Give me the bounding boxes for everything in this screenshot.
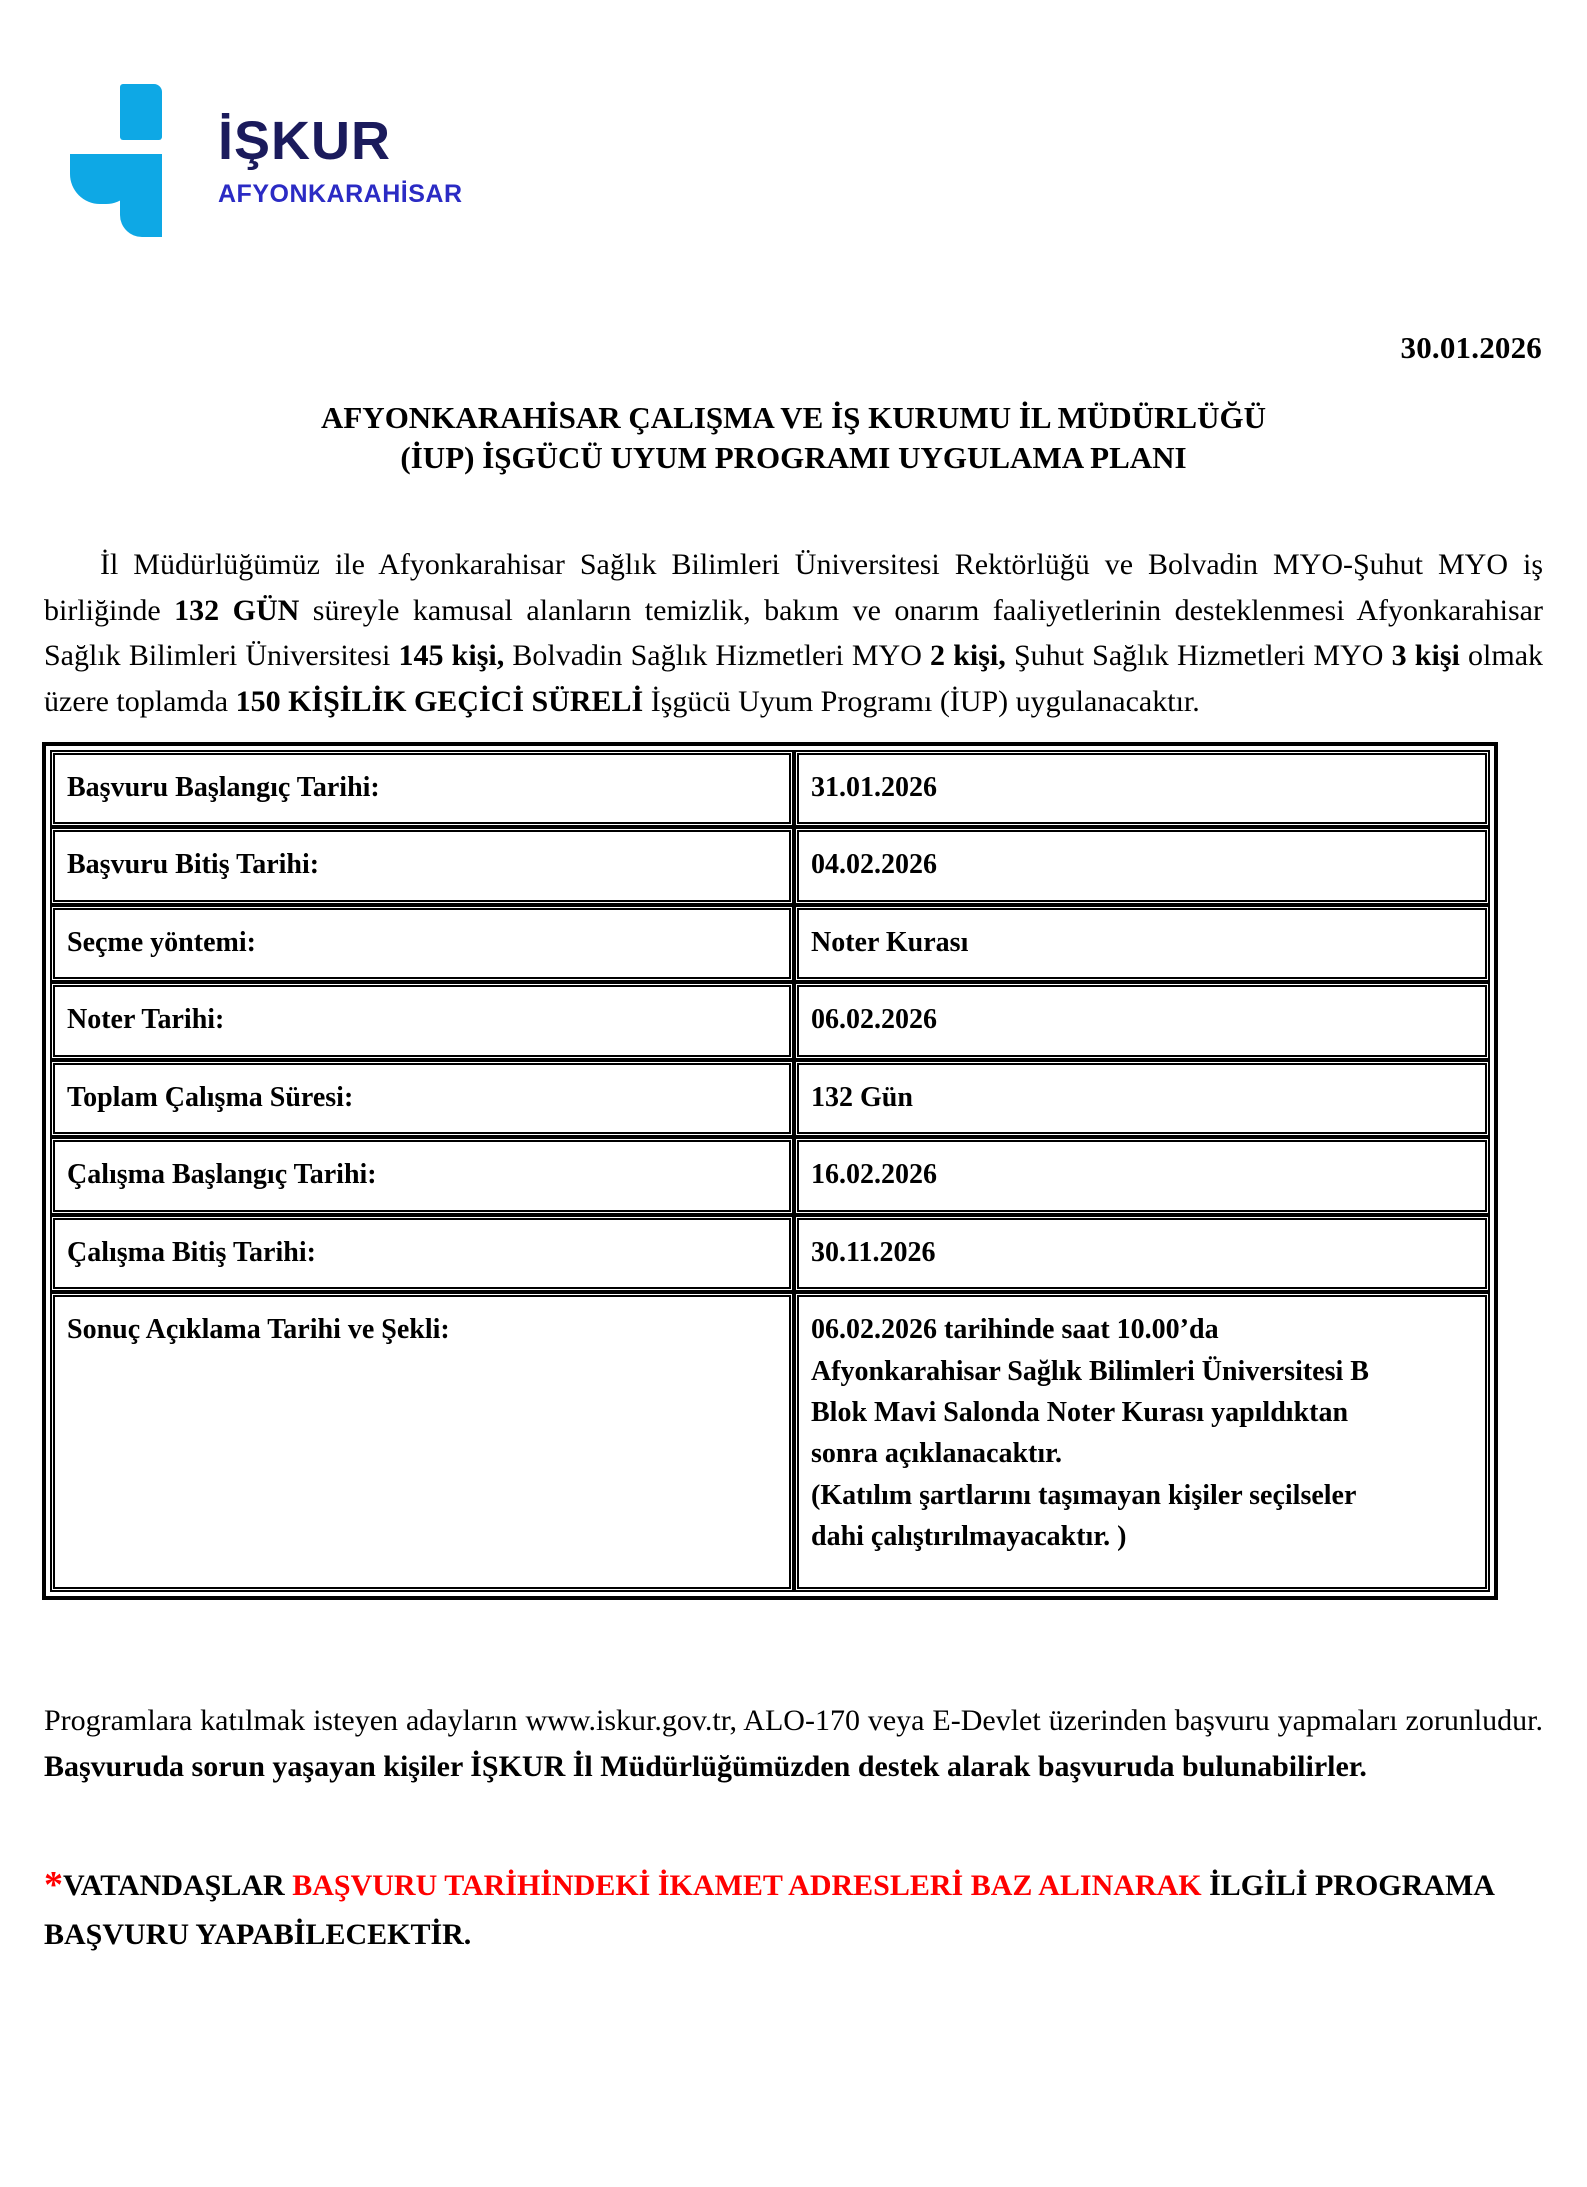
table-row	[50, 1060, 1490, 1137]
result-line-1: 06.02.2026 tarihinde saat 10.00’da	[811, 1314, 1219, 1346]
table-cell-label: Sonuç Açıklama Tarihi ve Şekli:	[50, 1292, 794, 1592]
iskur-logo-mark-icon	[70, 72, 190, 237]
document-date: 30.01.2026	[1400, 330, 1542, 365]
table-row	[50, 750, 1490, 827]
page-title-line-2: (İUP) İŞGÜCÜ UYUM PROGRAMI UYGULAMA PLANI	[400, 439, 1187, 475]
result-line-6: dahi çalıştırılmayacaktır. )	[811, 1521, 1127, 1553]
table-cell-label: Seçme yöntemi:	[50, 905, 794, 982]
table-cell-label: Noter Tarihi:	[50, 982, 794, 1059]
intro-count-university: 145 kişi,	[398, 639, 505, 673]
logo-province-text: AFYONKARAHİSAR	[218, 180, 463, 208]
intro-paragraph	[44, 542, 1543, 724]
table-row	[50, 827, 1490, 904]
logo-brand-text: İŞKUR	[218, 111, 392, 171]
result-line-3: Blok Mavi Salonda Noter Kurası yapıldıktan	[811, 1396, 1349, 1428]
table-cell-label: Başvuru Bitiş Tarihi:	[50, 827, 794, 904]
table-cell-value: Noter Kurası	[794, 905, 1490, 982]
logo-stem-shape	[120, 154, 162, 237]
program-details-table-frame	[42, 742, 1498, 1600]
intro-duration-days: 132 GÜN	[174, 593, 300, 627]
table-cell-value-result	[794, 1292, 1490, 1592]
result-line-4: sonra açıklanacaktır.	[811, 1438, 1062, 1470]
table-row-result	[50, 1292, 1490, 1592]
program-details-table	[50, 750, 1490, 1592]
table-row	[50, 982, 1490, 1059]
table-cell-value: 30.11.2026	[794, 1215, 1490, 1292]
notice-text-a: VATANDAŞLAR	[63, 1869, 293, 1902]
intro-text-i: olmak üzere toplamda	[44, 639, 1544, 718]
result-line-2: Afyonkarahisar Sağlık Bilimleri Üniversitesi B	[811, 1355, 1369, 1387]
table-cell-value: 16.02.2026	[794, 1137, 1490, 1214]
page-title-line-1: AFYONKARAHİSAR ÇALIŞMA VE İŞ KURUMU İL MÜDÜRLÜĞÜ	[320, 400, 1266, 435]
result-line-5: (Katılım şartlarını taşımayan kişiler seçilseler	[811, 1479, 1357, 1511]
application-instructions-text: Programlara katılmak isteyen adayların www.iskur.gov.tr, ALO-170 veya E-Devlet üzerinden başvuru yapmaları zorunludur.	[44, 1704, 1543, 1737]
table-row	[50, 905, 1490, 982]
table-row	[50, 1215, 1490, 1292]
table-cell-value: 06.02.2026	[794, 982, 1490, 1059]
table-row	[50, 1137, 1490, 1214]
intro-text-g: Şuhut Sağlık Hizmetleri MYO	[1005, 639, 1392, 673]
intro-total-capacity: 150 KİŞİLİK GEÇİCİ SÜRELİ	[235, 684, 644, 718]
table-cell-value: 04.02.2026	[794, 827, 1490, 904]
table-cell-label: Çalışma Bitiş Tarihi:	[50, 1215, 794, 1292]
intro-text-c: süreyle kamusal alanların temizlik, bakım ve onarım faaliyetlerinin desteklenmesi Afyonkarahisar Sağlık Bilimleri Üniversitesi	[44, 593, 1543, 673]
table-cell-value: 132 Gün	[794, 1060, 1490, 1137]
table-cell-label: Çalışma Başlangıç Tarihi:	[50, 1137, 794, 1214]
application-instructions	[44, 1698, 1543, 1789]
intro-text-e: Bolvadin Sağlık Hizmetleri MYO	[504, 639, 931, 673]
intro-count-bolvadin: 2 kişi,	[930, 639, 1006, 673]
notice-text-highlight: BAŞVURU TARİHİNDEKİ İKAMET ADRESLERİ BAZ ALINARAK	[292, 1869, 1202, 1902]
notice-text-b: İLGİLİ PROGRAMA BAŞVURU YAPABİLECEKTİR.	[44, 1869, 1494, 1952]
intro-text-k: İşgücü Uyum Programı (İUP) uygulanacaktır.	[643, 684, 1200, 718]
table-cell-value: 31.01.2026	[794, 750, 1490, 827]
table-cell-label: Toplam Çalışma Süresi:	[50, 1060, 794, 1137]
intro-text-a: İl Müdürlüğümüz ile Afyonkarahisar Sağlık Bilimleri Üniversitesi Rektörlüğü ve Bolvadin MYO-Şuhut MYO iş birliğinde	[44, 548, 1543, 627]
intro-count-suhut: 3 kişi	[1391, 639, 1460, 673]
asterisk-icon: *	[44, 1864, 63, 1906]
application-support-text: Başvuruda sorun yaşayan kişiler İŞKUR İl Müdürlüğümüzden destek alarak başvuruda bulunabilirler.	[44, 1749, 1367, 1783]
iskur-logo	[70, 72, 530, 252]
logo-dot-shape	[120, 84, 162, 140]
logo-text-block	[218, 111, 528, 208]
page-title	[40, 398, 1547, 477]
table-cell-label: Başvuru Başlangıç Tarihi:	[50, 750, 794, 827]
residency-notice	[44, 1858, 1543, 1957]
